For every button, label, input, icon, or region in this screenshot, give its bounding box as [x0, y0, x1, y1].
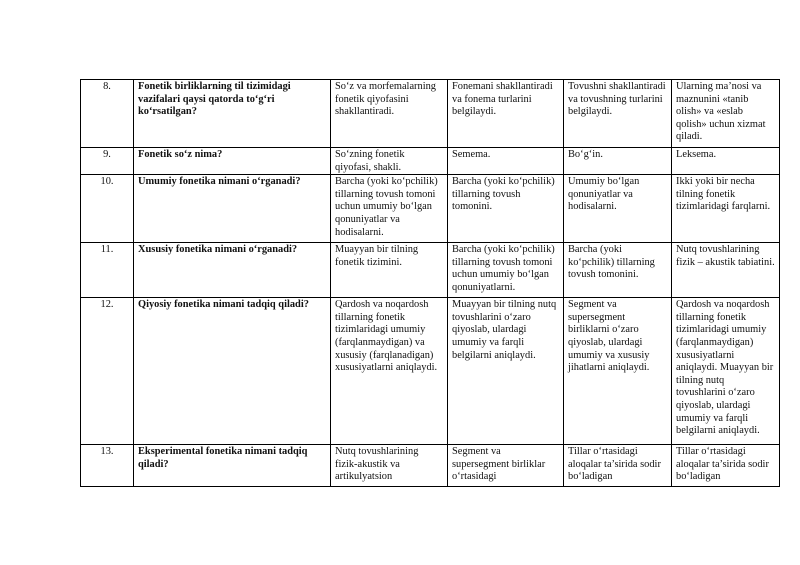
answer-d-cell: Ikki yoki bir necha tilning fonetik tizimlaridagi farqlarni. — [672, 175, 780, 243]
question-cell: Umumiy fonetika nimani o‘rganadi? — [134, 175, 331, 243]
row-number: 10. — [81, 175, 134, 243]
answer-b-cell: Muayyan bir tilning nutq tovushlarini o‘zaro qiyoslab, ulardagi umumiy va farqli belgilarni aniqlaydi. — [448, 298, 564, 445]
answer-a-cell: Qardosh va noqardosh tillarning fonetik tizimlaridagi umumiy (farqlanmaydigan) va xususiy (farqlanadigan) xususiyatlarni aniqlaydi. — [331, 298, 448, 445]
answer-c-cell: Umumiy bo‘lgan qonuniyatlar va hodisalarni. — [564, 175, 672, 243]
answer-d-cell: Qardosh va noqardosh tillarning fonetik tizimlaridagi umumiy (farqlanmaydigan) xususiyatlarni aniqlaydi. Muayyan bir tilning nutq tovushlarini o‘zaro qiyoslab, ulardagi umumiy va farqli belgilarni aniqlaydi. — [672, 298, 780, 445]
answer-c-cell: Segment va supersegment birliklarni o‘zaro qiyoslab, ulardagi umumiy va xususiy jihatlarni aniqlaydi. — [564, 298, 672, 445]
answer-a-cell: So‘z va morfemalarning fonetik qiyofasini shakllantiradi. — [331, 80, 448, 148]
row-number: 12. — [81, 298, 134, 445]
table-row — [81, 175, 780, 243]
table-row — [81, 80, 780, 148]
answer-b-cell: Segment va supersegment birliklar o‘rtasidagi — [448, 445, 564, 487]
question-cell: Xususiy fonetika nimani o‘rganadi? — [134, 243, 331, 298]
answer-a-cell: Barcha (yoki ko‘pchilik) tillarning tovush tomoni uchun umumiy bo‘lgan qonuniyatlar va hodisalarni. — [331, 175, 448, 243]
answer-c-cell: Tovushni shakllantiradi va tovushning turlarini belgilaydi. — [564, 80, 672, 148]
answer-b-cell: Barcha (yoki ko‘pchilik) tillarning tovush tomonini. — [448, 175, 564, 243]
question-cell: Eksperimental fonetika nimani tadqiq qiladi? — [134, 445, 331, 487]
answer-a-cell: Muayyan bir tilning fonetik tizimini. — [331, 243, 448, 298]
question-cell: Fonetik so‘z nima? — [134, 148, 331, 175]
quiz-table — [80, 79, 780, 487]
question-cell: Qiyosiy fonetika nimani tadqiq qiladi? — [134, 298, 331, 445]
table-row — [81, 445, 780, 487]
answer-a-cell: So‘zning fonetik qiyofasi, shakli. — [331, 148, 448, 175]
answer-c-cell: Barcha (yoki ko‘pchilik) tillarning tovush tomonini. — [564, 243, 672, 298]
question-cell: Fonetik birliklarning til tizimidagi vazifalari qaysi qatorda to‘g‘ri ko‘rsatilgan? — [134, 80, 331, 148]
table-row — [81, 243, 780, 298]
answer-b-cell: Barcha (yoki ko‘pchilik) tillarning tovush tomoni uchun umumiy bo‘lgan qonuniyatlarni. — [448, 243, 564, 298]
row-number: 11. — [81, 243, 134, 298]
answer-d-cell: Nutq tovushlarining fizik – akustik tabiatini. — [672, 243, 780, 298]
table-row — [81, 298, 780, 445]
answer-d-cell: Ularning ma’nosi va maznunini «tanib olish» va «eslab qolish» uchun xizmat qiladi. — [672, 80, 780, 148]
table-row — [81, 148, 780, 175]
answer-d-cell: Tillar o‘rtasidagi aloqalar ta’sirida sodir bo‘ladigan — [672, 445, 780, 487]
answer-d-cell: Leksema. — [672, 148, 780, 175]
answer-c-cell: Tillar o‘rtasidagi aloqalar ta’sirida sodir bo‘ladigan — [564, 445, 672, 487]
row-number: 9. — [81, 148, 134, 175]
row-number: 8. — [81, 80, 134, 148]
answer-b-cell: Fonemani shakllantiradi va fonema turlarini belgilaydi. — [448, 80, 564, 148]
answer-a-cell: Nutq tovushlarining fizik-akustik va artikulyatsion — [331, 445, 448, 487]
answer-b-cell: Semema. — [448, 148, 564, 175]
row-number: 13. — [81, 445, 134, 487]
answer-c-cell: Bo‘g‘in. — [564, 148, 672, 175]
